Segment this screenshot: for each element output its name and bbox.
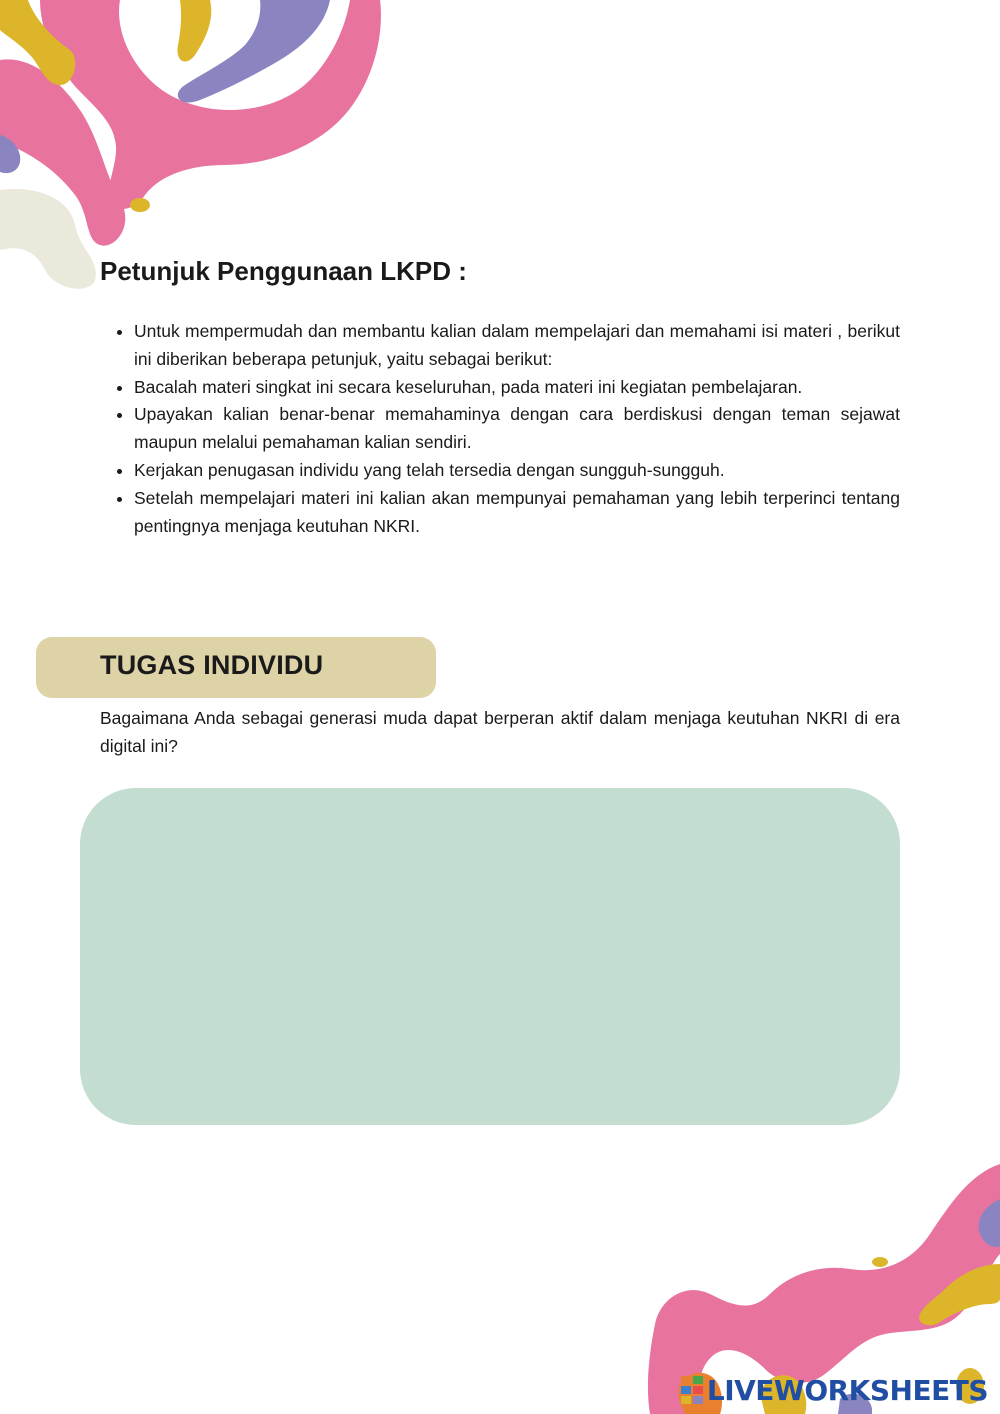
decorative-blob-top-left <box>0 0 400 300</box>
instruction-item: • Kerjakan penugasan individu yang telah tersedia dengan sungguh-sungguh. <box>134 457 900 485</box>
liveworksheets-logo-icon <box>681 1376 703 1404</box>
liveworksheets-watermark <box>681 1374 988 1406</box>
answer-textarea[interactable] <box>80 788 900 1125</box>
instruction-item: • Bacalah materi singkat ini secara keseluruhan, pada materi ini kegiatan pembelajaran. <box>134 374 900 402</box>
watermark-text: LIVEWORKSHEETS <box>706 1373 988 1407</box>
page-title: Petunjuk Penggunaan LKPD : <box>100 256 467 286</box>
instruction-item: • Setelah mempelajari materi ini kalian akan mempunyai pemahaman yang lebih terperinci tentang pentingnya menjaga keutuhan NKRI. <box>134 485 900 541</box>
instruction-list <box>100 318 900 540</box>
instruction-item: • Untuk mempermudah dan membantu kalian dalam mempelajari dan memahami isi materi , berikut ini diberikan beberapa petunjuk, yaitu sebagai berikut: <box>134 318 900 374</box>
section-heading: TUGAS INDIVIDU <box>100 650 324 680</box>
task-question: Bagaimana Anda sebagai generasi muda dapat berperan aktif dalam menjaga keutuhan NKRI di era digital ini? <box>100 708 900 756</box>
instruction-item: • Upayakan kalian benar-benar memahaminya dengan cara berdiskusi dengan teman sejawat maupun melalui pemahaman kalian sendiri. <box>134 401 900 457</box>
